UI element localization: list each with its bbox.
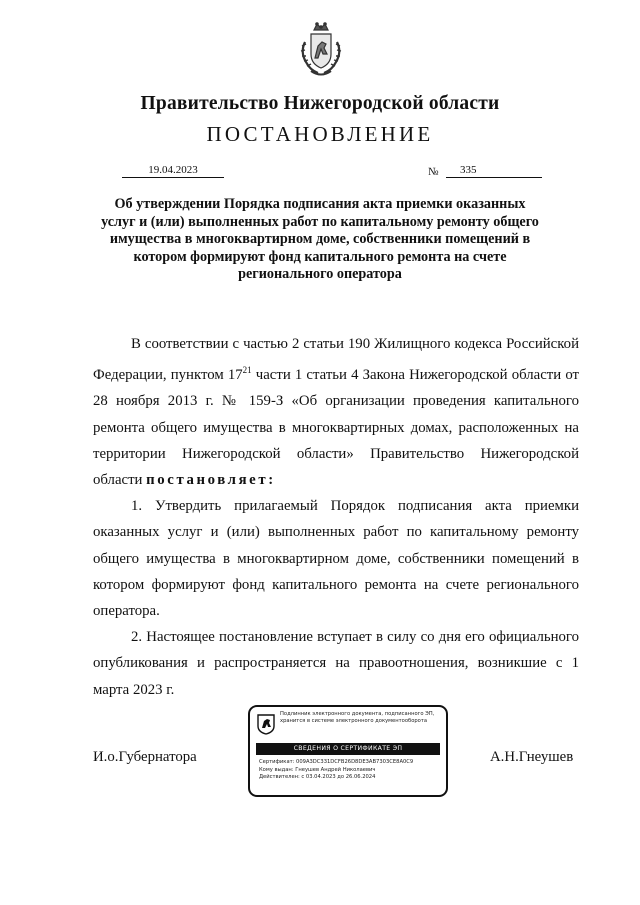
stamp-details	[259, 759, 441, 782]
document-title: Об утверждении Порядка подписания акта приемки оказанных услуг и (или) выполненных работ по капитальному ремонту общего имущества в многоквартирном доме, собственники помещений в котором формируют фонд капитального ремонта на счете регионального оператора	[101, 196, 539, 282]
preamble-paragraph	[93, 331, 579, 493]
preamble-part1: В соответствии с частью 2 статьи 190 Жилищного кодекса Российской Федерации, пунктом 17	[93, 336, 579, 384]
signatory-name: А.Н.Гнеушев	[490, 749, 574, 765]
preamble-superscript: 21	[242, 365, 252, 376]
document-body	[93, 331, 579, 703]
electronic-signature-stamp	[248, 705, 448, 797]
item-1-paragraph: 1. Утвердить прилагаемый Порядок подписания акта приемки оказанных услуг и (или) выполненных работ по капитальному ремонту общего имущества в многоквартирном доме, собственники помещений в котором формируют фонд капитального ремонта на счете регионального оператора.	[93, 498, 579, 619]
document-number: 335	[446, 164, 542, 178]
document-type: ПОСТАНОВЛЕНИЕ	[206, 122, 434, 146]
organization-name: Правительство Нижегородской области	[140, 93, 500, 114]
item-2-paragraph: 2. Настоящее постановление вступает в силу со дня его официального опубликования и распространяется на правоотношения, возникшие с 1 марта 2023 г.	[93, 629, 579, 698]
number-sign: №	[428, 166, 439, 178]
coat-of-arms-icon	[296, 20, 346, 80]
stamp-header-text: Подлинник электронного документа, подписанного ЭП, хранится в системе электронного документооборота	[280, 711, 435, 724]
document-date: 19.04.2023	[122, 164, 224, 178]
stamp-certificate: Сертификат: 009A3DC331DCFB26D8DE3AB7303CE8A0C9	[259, 759, 414, 765]
resolves-word: постановляет:	[146, 471, 276, 488]
stamp-title-bar: СВЕДЕНИЯ О СЕРТИФИКАТЕ ЭП	[256, 743, 440, 755]
stamp-emblem-icon	[256, 713, 276, 735]
stamp-issued-to: Кому выдан: Гнеушев Андрей Николаевич	[259, 766, 376, 773]
preamble-part2: части 1 статьи 4 Закона Нижегородской области от 28 ноября 2013 г. № 159-З «Об организации проведения капитального ремонта общего имущества в многоквартирных домах, расположенных на территории Нижегородской области» Правительство Нижегородской области	[93, 367, 579, 488]
stamp-validity: Действителен: с 03.04.2023 до 26.06.2024	[259, 774, 376, 781]
signatory-position: И.о.Губернатора	[93, 749, 197, 765]
